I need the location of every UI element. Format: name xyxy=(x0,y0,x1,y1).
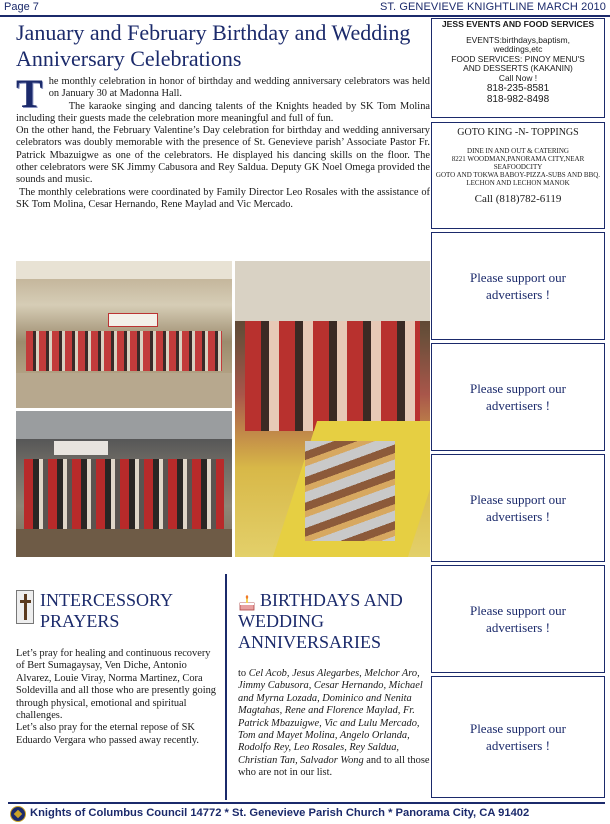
intercessory-title: INTERCESSORY PRAYERS xyxy=(40,590,173,631)
ad-goto-king xyxy=(431,122,605,229)
page-number: Page 7 xyxy=(4,1,39,13)
ad-jess-events xyxy=(431,18,605,118)
birthdays-title: BIRTHDAYS AND WEDDING ANNIVERSARIES xyxy=(238,590,403,652)
ad-jess-line-1: EVENTS:birthdays,baptism, xyxy=(466,35,570,45)
knights-emblem-icon xyxy=(10,806,26,822)
main-column xyxy=(10,18,430,800)
support-advertisers-box-1: Please support our advertisers ! xyxy=(431,232,605,340)
running-head: ST. GENEVIEVE KNIGHTLINE MARCH 2010 xyxy=(379,1,606,13)
ad-jess-line-4: AND DESSERTS (KAKANIN) xyxy=(463,63,573,74)
photo-group-hall xyxy=(16,261,232,408)
intercessory-paragraph-1: Let’s pray for healing and continuous recovery of Bert Sumagaysay, Ven Diche, Antonio Alvarez, Louie Viray, Norma Martinez, Cora Soldevilla and all those who are presently going through physical, emotional and spiritual challenges. xyxy=(16,648,216,722)
ad-king-line-1: DINE IN AND OUT & CATERING xyxy=(467,147,569,155)
ad-jess-phone-1: 818-235-8581 xyxy=(486,83,550,95)
support-advertisers-box-4: Please support our advertisers ! xyxy=(431,565,605,673)
column-divider xyxy=(225,574,227,800)
support-advertisers-box-3: Please support our advertisers ! xyxy=(431,454,605,562)
ad-jess-phone-2: 818-982-8498 xyxy=(486,94,550,106)
support-advertisers-box-2: Please support our advertisers ! xyxy=(431,343,605,451)
article-paragraph-4: The monthly celebrations were coordinated by Family Director Leo Rosales with the assistance of SK Tom Molina, Cesar Hernando, Rene Maylad and Vic Mercado. xyxy=(16,186,430,210)
ad-king-call: Call (818)782-6119 xyxy=(474,193,562,205)
page-header xyxy=(0,0,610,16)
article-title: January and February Birthday and Wedding Anniversary Celebrations xyxy=(16,20,411,71)
article-paragraph-2: The karaoke singing and dancing talents of the Knights headed by SK Tom Molina including their guests made the celebration more meaningful and full of fun. xyxy=(16,100,430,124)
ad-king-line-2: 8221 WOODMAN,PANORAMA CITY,NEAR SEAFOODCITY xyxy=(451,155,585,171)
footer-rule xyxy=(8,802,605,804)
header-rule xyxy=(0,15,610,17)
photo-buffet xyxy=(235,261,430,557)
ad-king-line-3: GOTO AND TOKWA BABOY-PIZZA-SUBS AND BBQ. xyxy=(435,171,601,179)
drop-cap: T xyxy=(16,71,43,116)
lower-section xyxy=(16,570,430,798)
photo-collage xyxy=(16,261,430,557)
birthdays-lead: to xyxy=(238,668,249,679)
ad-jess-line-5: Call Now ! xyxy=(498,72,538,83)
article-paragraph-3: On the other hand, the February Valentine’s Day celebration for birthday and wedding anniversary celebrators was doubly memorable with the presence of St. Genevieve parish’ Associate Pastor Fr. Patrick Mbazuigwe as one of the celebrators. He displayed his dancing skills on the floor. The other celebrators were SK Jimmy Cabusora and Rey Saldua. Deputy GK Noel Omega provided the sounds and music. xyxy=(16,125,430,186)
intercessory-body xyxy=(16,648,216,747)
ad-king-line-4: LECHON AND LECHON MANOK xyxy=(466,179,570,187)
ad-jess-line-2: weddings,etc xyxy=(493,44,543,55)
ad-jess-title: JESS EVENTS AND FOOD SERVICES xyxy=(441,19,595,29)
ad-jess-line-3: FOOD SERVICES: PINOY MENU'S xyxy=(451,53,585,64)
birthdays-body xyxy=(238,668,430,780)
article-body xyxy=(16,71,430,211)
article-paragraph-1: he monthly celebration in honor of birthday and wedding anniversary celebrators was held on January 30 at Madonna Hall. xyxy=(48,76,430,100)
footer-text: Knights of Columbus Council 14772 * St. Genevieve Parish Church * Panorama City, CA 91402 xyxy=(30,807,530,819)
photo-dancing xyxy=(16,411,232,557)
support-advertisers-box-5: Please support our advertisers ! xyxy=(431,676,605,798)
cross-icon xyxy=(16,590,34,624)
birthdays-tail: and to all those who are not in our list. xyxy=(238,754,430,779)
birthdays-names: Cel Acob, Jesus Alegarbes, Melchor Aro, Jimmy Cabusora, Cesar Hernando, Michael and Myrna Lozada, Dominico and Nenita Magtahas, Rene and Florence Maylad, Fr. Patrick Mbazuigwe, Vic and Lulu Mercado, Tom and Mayet Molina, Angelo Orlanda, Rodolfo Rey, Leo Rosales, Rey Saldua, Christian Tan, Salvador Wong xyxy=(238,668,423,766)
intercessory-paragraph-2: Let’s also pray for the eternal repose of SK Eduardo Vergara who passed away recently. xyxy=(16,722,200,746)
ad-king-title: GOTO KING -N- TOPPINGS xyxy=(457,127,579,138)
page-footer xyxy=(0,802,610,824)
